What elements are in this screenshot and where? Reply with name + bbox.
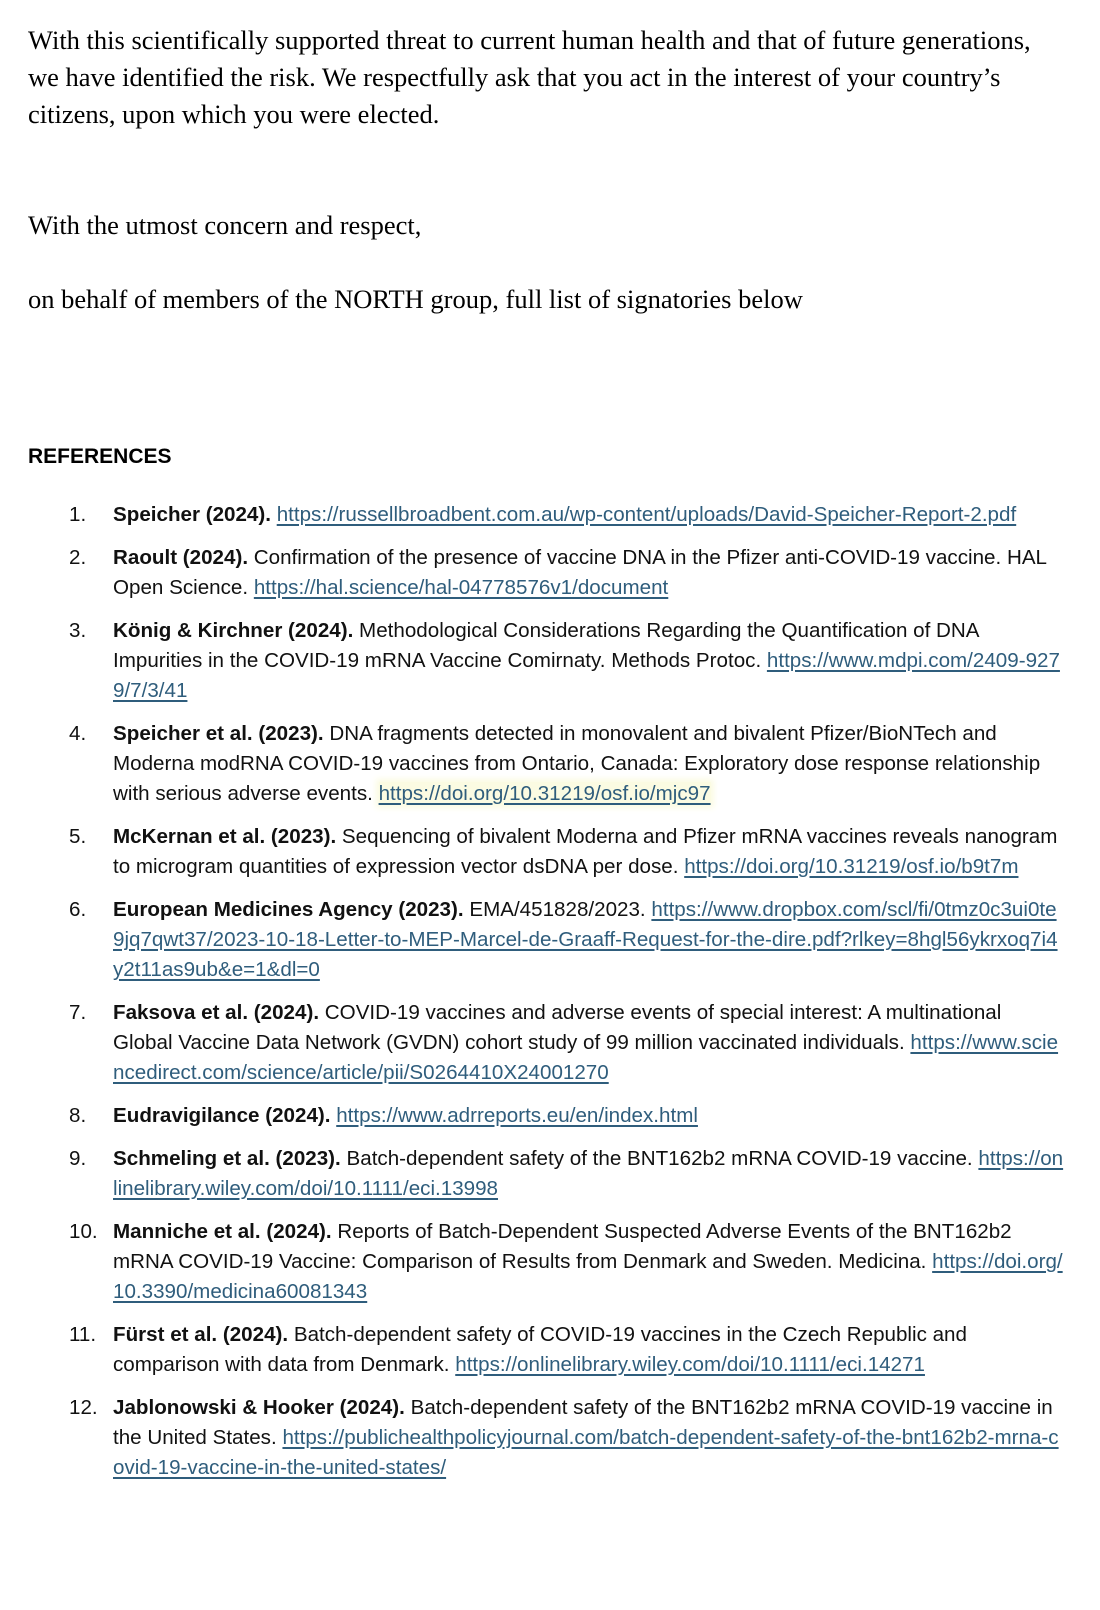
reference-author: McKernan et al. (2023). xyxy=(113,825,337,848)
reference-description: Sequencing of bivalent Moderna and Pfizer mRNA vaccines reveals nanogram to microgram quantities of expression vector dsDNA per dose. xyxy=(113,825,1058,878)
references-heading: REFERENCES xyxy=(28,445,172,468)
reference-link[interactable]: https://hal.science/hal-04778576v1/document xyxy=(253,576,669,599)
reference-item xyxy=(28,1393,1064,1483)
reference-description: Batch-dependent safety of the BNT162b2 mRNA COVID-19 vaccine in the United States. xyxy=(113,1396,1053,1449)
reference-link[interactable]: https://publichealthpolicyjournal.com/batch-dependent-safety-of-the-bnt162b2-mrna-covid-19-vaccine-in-the-united-states/ xyxy=(113,1426,1059,1479)
reference-author: Speicher et al. (2023). xyxy=(113,722,324,745)
reference-link[interactable]: https://www.adrreports.eu/en/index.html xyxy=(336,1104,698,1127)
reference-item xyxy=(28,543,1064,603)
reference-link[interactable]: https://onlinelibrary.wiley.com/doi/10.1111/eci.13998 xyxy=(113,1147,1064,1200)
reference-item xyxy=(28,998,1064,1088)
reference-number: 5. xyxy=(69,825,87,848)
reference-number: 7. xyxy=(69,1001,87,1024)
reference-author: Fürst et al. (2024). xyxy=(113,1323,289,1346)
reference-description: Batch-dependent safety of the BNT162b2 mRNA COVID-19 vaccine. xyxy=(346,1147,973,1170)
reference-number: 10. xyxy=(69,1220,98,1243)
reference-number: 6. xyxy=(69,898,87,921)
reference-number: 4. xyxy=(69,722,87,745)
reference-description: Reports of Batch-Dependent Suspected Adverse Events of the BNT162b2 mRNA COVID-19 Vaccine: Comparison of Results from Denmark and Sweden. Medicina. xyxy=(113,1220,1012,1273)
reference-item xyxy=(28,616,1064,706)
reference-item xyxy=(28,822,1064,882)
reference-number: 2. xyxy=(69,546,87,569)
letter-signature-line: on behalf of members of the NORTH group, full list of signatories below xyxy=(28,284,803,314)
references-list xyxy=(28,500,1064,1483)
reference-link[interactable]: https://doi.org/10.3390/medicina60081343 xyxy=(113,1250,1063,1303)
reference-author: European Medicines Agency (2023). xyxy=(113,898,464,921)
reference-author: Manniche et al. (2024). xyxy=(113,1220,332,1243)
reference-item xyxy=(28,895,1064,985)
reference-description: EMA/451828/2023. xyxy=(469,898,646,921)
reference-author: Faksova et al. (2024). xyxy=(113,1001,320,1024)
reference-link[interactable]: https://www.sciencedirect.com/science/article/pii/S0264410X24001270 xyxy=(113,1031,1059,1084)
reference-description: Batch-dependent safety of COVID-19 vaccines in the Czech Republic and comparison with data from Denmark. xyxy=(113,1323,967,1376)
letter-closing: With the utmost concern and respect, xyxy=(28,210,422,240)
reference-number: 8. xyxy=(69,1104,87,1127)
reference-number: 9. xyxy=(69,1147,87,1170)
reference-link[interactable]: https://www.dropbox.com/scl/fi/0tmz0c3ui0te9jq7qwt37/2023-10-18-Letter-to-MEP-Marcel-de-Graaff-Request-for-the-dire.pdf?rlkey=8hgl56ykrxoq7i4y2t11as9ub&e=1&dl=0 xyxy=(113,898,1058,981)
reference-description: Confirmation of the presence of vaccine DNA in the Pfizer anti-COVID-19 vaccine. HAL Open Science. xyxy=(113,546,1047,599)
reference-author: König & Kirchner (2024). xyxy=(113,619,354,642)
reference-number: 12. xyxy=(69,1396,98,1419)
reference-link[interactable]: https://russellbroadbent.com.au/wp-content/uploads/David-Speicher-Report-2.pdf xyxy=(276,503,1017,526)
letter-paragraph: With this scientifically supported threat to current human health and that of future generations, we have identified the risk. We respectfully ask that you act in the interest of your country’s citizens, upon which you were elected. xyxy=(28,25,1031,129)
reference-description: DNA fragments detected in monovalent and bivalent Pfizer/BioNTech and Moderna modRNA COVID-19 vaccines from Ontario, Canada: Exploratory dose response relationship with serious adverse events. xyxy=(113,722,1041,805)
reference-author: Jablonowski & Hooker (2024). xyxy=(113,1396,405,1419)
reference-author: Raoult (2024). xyxy=(113,546,249,569)
reference-item xyxy=(28,1320,1064,1380)
reference-item xyxy=(28,500,1064,530)
reference-number: 1. xyxy=(69,503,87,526)
reference-author: Speicher (2024). xyxy=(113,503,271,526)
reference-link[interactable]: https://www.mdpi.com/2409-9279/7/3/41 xyxy=(113,649,1060,702)
reference-description: Methodological Considerations Regarding the Quantification of DNA Impurities in the COVID-19 mRNA Vaccine Comirnaty. Methods Protoc. xyxy=(113,619,979,672)
reference-item xyxy=(28,1217,1064,1307)
reference-link[interactable]: https://onlinelibrary.wiley.com/doi/10.1111/eci.14271 xyxy=(455,1353,925,1376)
reference-author: Eudravigilance (2024). xyxy=(113,1104,331,1127)
reference-item xyxy=(28,1144,1064,1204)
reference-description: COVID-19 vaccines and adverse events of special interest: A multinational Global Vaccine Data Network (GVDN) cohort study of 99 million vaccinated individuals. xyxy=(113,1001,1002,1054)
letter-body xyxy=(28,22,1064,318)
reference-link[interactable]: https://doi.org/10.31219/osf.io/b9t7m xyxy=(684,855,1019,878)
reference-item xyxy=(28,1101,1064,1131)
reference-link[interactable]: https://doi.org/10.31219/osf.io/mjc97 xyxy=(378,782,711,805)
reference-number: 11. xyxy=(69,1323,97,1346)
reference-number: 3. xyxy=(69,619,87,642)
reference-item xyxy=(28,719,1064,809)
reference-author: Schmeling et al. (2023). xyxy=(113,1147,341,1170)
